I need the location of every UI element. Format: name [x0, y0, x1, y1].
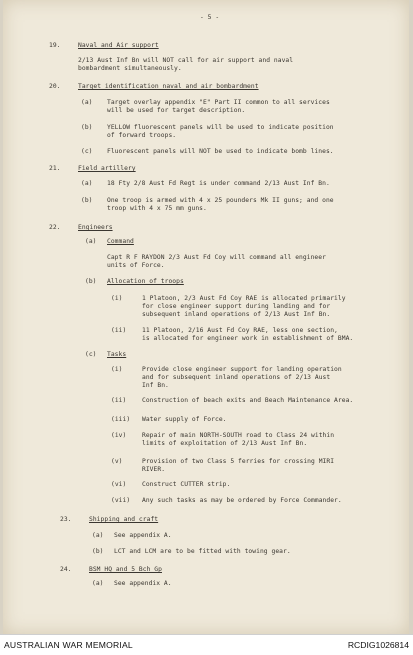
- section-heading: Target identification naval and air bombardment: [78, 83, 259, 90]
- text-line: (a): [81, 99, 93, 106]
- page-number: - 5 -: [200, 14, 220, 21]
- text-line: (v): [111, 458, 123, 465]
- text-line: (i): [111, 295, 123, 302]
- text-line: One troop is armed with 4 x 25 pounders Mk II guns; and one: [107, 197, 334, 204]
- text-line: (a): [81, 180, 93, 187]
- text-line: 20.: [49, 83, 61, 90]
- text-line: Provide close engineer support for landing operation: [142, 366, 342, 373]
- text-line: (a): [85, 238, 97, 245]
- text-line: (a): [92, 580, 104, 587]
- footer-source: AUSTRALIAN WAR MEMORIAL: [4, 640, 133, 650]
- text-line: See appendix A.: [114, 580, 172, 587]
- text-line: will be used for target description.: [107, 107, 246, 114]
- section-heading: BSM HQ and 5 Bch Gp: [89, 566, 162, 573]
- text-line: 21.: [49, 165, 61, 172]
- footer-bar: [0, 634, 413, 655]
- text-line: and for subsequent inland operations of 2/13 Aust: [142, 374, 331, 381]
- text-line: (b): [81, 197, 93, 204]
- text-line: Provision of two Class 5 ferries for crossing MIRI: [142, 458, 335, 465]
- text-line: 18 Fty 2/8 Aust Fd Regt is under command 2/13 Aust Inf Bn.: [107, 180, 330, 187]
- text-line: (iv): [111, 432, 127, 439]
- text-line: (iii): [111, 416, 131, 423]
- section-heading: Naval and Air support: [78, 42, 159, 49]
- text-line: (vi): [111, 481, 127, 488]
- text-line: Construct CUTTER strip.: [142, 481, 231, 488]
- text-line: (b): [92, 548, 104, 555]
- text-line: (a): [92, 532, 104, 539]
- text-line: for close engineer support during landing and for: [142, 303, 331, 310]
- text-line: Capt R F RAYDON 2/3 Aust Fd Coy will command all engineer: [107, 254, 326, 261]
- text-line: 19.: [49, 42, 61, 49]
- text-line: (i): [111, 366, 123, 373]
- text-line: (b): [81, 124, 93, 131]
- text-line: Any such tasks as may be ordered by Force Commander.: [142, 497, 342, 504]
- footer-record-id: RCDIG1026814: [347, 640, 409, 650]
- text-line: (ii): [111, 327, 127, 334]
- section-heading: Tasks: [107, 351, 127, 358]
- text-line: 1 Platoon, 2/3 Aust Fd Coy RAE is allocated primarily: [142, 295, 346, 302]
- text-line: YELLOW fluorescent panels will be used to indicate position: [107, 124, 334, 131]
- text-line: bombardment simultaneously.: [78, 65, 182, 72]
- text-line: (vii): [111, 497, 131, 504]
- text-line: (c): [81, 148, 93, 155]
- text-line: 22.: [49, 224, 61, 231]
- section-heading: Allocation of troops: [107, 278, 184, 285]
- text-line: See appendix A.: [114, 532, 172, 539]
- text-line: units of Force.: [107, 262, 165, 269]
- section-heading: Command: [107, 238, 134, 245]
- text-line: Water supply of Force.: [142, 416, 227, 423]
- text-line: limits of exploitation of 2/13 Aust Inf Bn.: [142, 440, 308, 447]
- text-line: Fluorescent panels will NOT be used to indicate bomb lines.: [107, 148, 334, 155]
- document-page: [3, 0, 409, 634]
- text-line: 24.: [60, 566, 72, 573]
- text-line: (b): [85, 278, 97, 285]
- section-heading: Field artillery: [78, 165, 136, 172]
- text-line: of forward troops.: [107, 132, 177, 139]
- section-heading: Engineers: [78, 224, 113, 231]
- text-line: Construction of beach exits and Beach Maintenance Area.: [142, 397, 354, 404]
- text-line: Inf Bn.: [142, 382, 169, 389]
- text-line: subsequent inland operations of 2/13 Aust Inf Bn.: [142, 311, 331, 318]
- section-heading: Shipping and craft: [89, 516, 159, 523]
- text-line: (c): [85, 351, 97, 358]
- text-line: is allocated for engineer work in establishment of BMA.: [142, 335, 354, 342]
- text-line: 11 Platoon, 2/16 Aust Fd Coy RAE, less one section,: [142, 327, 338, 334]
- text-line: 2/13 Aust Inf Bn will NOT call for air support and naval: [78, 57, 294, 64]
- text-line: 23.: [60, 516, 72, 523]
- text-line: troop with 4 x 75 mm guns.: [107, 205, 207, 212]
- text-line: Target overlay appendix "E" Part II common to all services: [107, 99, 330, 106]
- text-line: (ii): [111, 397, 127, 404]
- text-line: LCT and LCM are to be fitted with towing gear.: [114, 548, 291, 555]
- text-line: Repair of main NORTH-SOUTH road to Class 24 within: [142, 432, 335, 439]
- text-line: RIVER.: [142, 466, 166, 473]
